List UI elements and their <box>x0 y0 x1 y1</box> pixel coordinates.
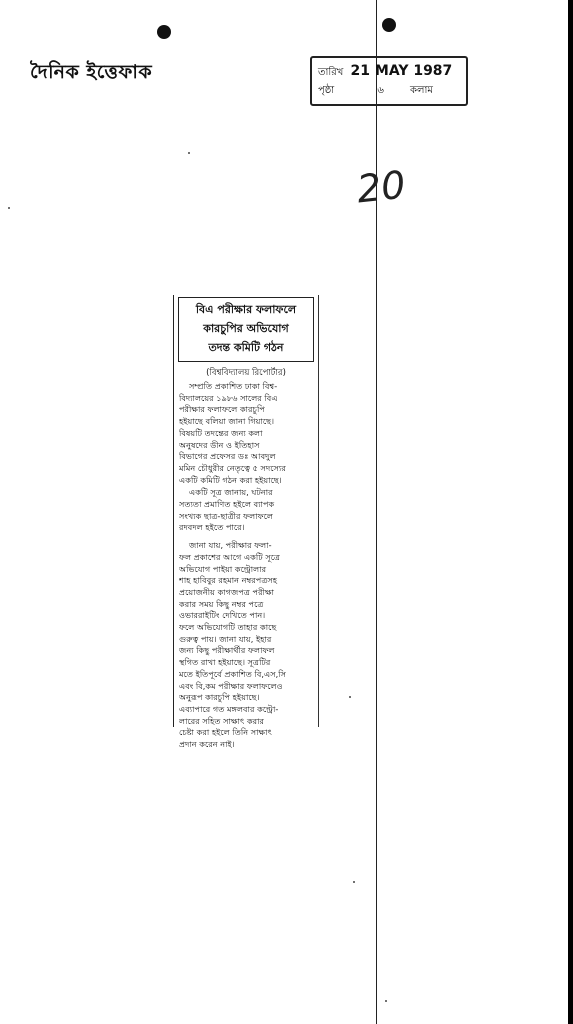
article-line: অনুষদের ডীন ও ইতিহাস <box>179 439 260 450</box>
article-line: জানা যায়, পরীক্ষার ফলা- <box>189 540 272 551</box>
article-line: এবং বি,কম পরীক্ষার ফলাফলেও <box>179 680 283 691</box>
article-line: ফলে অভিযোগটি তাহার কাছে <box>179 622 277 633</box>
stamp-page-label: পৃষ্ঠা <box>318 85 335 96</box>
scan-speck <box>353 881 355 883</box>
article-line: লারের সহিত সাক্ষাৎ করার <box>179 715 265 726</box>
article-line: প্রয়োজনীয় কাগজপত্র পরীক্ষা <box>179 586 274 597</box>
stamp-date-label: তারিখ <box>318 67 344 78</box>
article-line: অভিযোগ পাইয়া কন্ট্রোলার <box>179 563 267 574</box>
date-stamp <box>310 56 468 106</box>
article-line: হইয়াছে বলিয়া জানা গিয়াছে। <box>179 416 275 427</box>
article-line: স্থগিত রাখা হইয়াছে। সূত্রটির <box>179 657 271 668</box>
fold-line <box>376 0 377 1024</box>
article-line: করার সময় কিছু নম্বর পত্রে <box>179 598 264 609</box>
article-line: পরীক্ষার ফলাফলে কারচুপি <box>179 404 265 415</box>
article-line: ওভাররাইটিং দেখিতে পান। <box>179 610 266 621</box>
article-line: সম্প্রতি প্রকাশিত ঢাকা বিশ্ব- <box>189 381 278 391</box>
article-paragraph <box>174 487 318 534</box>
headline-line: তদন্ত কমিটি গঠন <box>208 341 284 354</box>
scan-speck <box>188 152 190 154</box>
article-line: বিদ্যালয়ের ১৯৮৬ সালের বিএ <box>179 392 278 403</box>
article-line: সংখ্যক ছাত্র-ছাত্রীর ফলাফলে <box>179 510 273 521</box>
article-line: বিষয়টি তদন্তের জন্য কলা <box>179 427 263 438</box>
article-line: জন্য কিছু পরীক্ষার্থীর ফলাফল <box>179 645 275 656</box>
reporter-byline: (বিশ্ববিদ্যালয় রিপোর্টার) <box>206 368 286 378</box>
stamp-date-value: 21 MAY 1987 <box>350 63 453 79</box>
article-line: মমিন চৌধুরীর নেতৃত্বে ৫ সদস্যের <box>179 462 286 473</box>
newspaper-masthead: দৈনিক ইত্তেফাক <box>30 61 153 83</box>
article-line: একটি সূত্র জানায়, ঘটনার <box>189 487 273 498</box>
article-line: অনুরূপ কারচুপি হইয়াছে। <box>179 692 260 703</box>
article-line: একটি কমিটি গঠন করা হইয়াছে। <box>179 474 282 485</box>
article-line: মতে ইতিপূর্বে প্রকাশিত বি,এস,সি <box>179 668 286 679</box>
handwritten-number: 20 <box>354 162 408 212</box>
article-line: প্রদান করেন নাই। <box>179 739 235 750</box>
article-line: চেষ্টা করা হইলে তিনি সাক্ষাৎ <box>179 727 272 738</box>
punch-hole-right <box>382 18 396 32</box>
article-line: রদবদল হইতে পারে। <box>179 522 245 533</box>
scan-speck <box>349 696 351 698</box>
article-line: সত্যতা প্রমাণিত হইলে ব্যাপক <box>179 499 275 510</box>
article-line: ফল প্রকাশের আগে একটি সূত্রে <box>179 551 281 562</box>
scan-speck <box>8 207 10 209</box>
article-paragraph <box>174 540 318 751</box>
headline-box <box>178 297 314 362</box>
stamp-date-row <box>318 63 452 82</box>
scan-speck <box>385 1000 387 1002</box>
stamp-page-row <box>318 83 384 100</box>
newspaper-clipping <box>173 295 319 750</box>
article-line: বিভাগের প্রফেসর ডঃ আবদুল <box>179 451 276 462</box>
article-line: শাহ হাবিবুর রহমান নম্বরপত্রসহ <box>179 575 278 586</box>
headline-line: কারচুপির অভিযোগ <box>203 322 289 335</box>
article-paragraph <box>174 381 318 486</box>
article-line: গুরুত্ব পায়। জানা যায়, ইহার <box>179 633 272 644</box>
stamp-page-value: ৬ <box>377 85 384 96</box>
punch-hole-left <box>157 25 171 39</box>
headline-line: বিএ পরীক্ষার ফলাফলে <box>195 303 297 316</box>
article-line: এব্যাপারে গত মঙ্গলবার কন্ট্রো- <box>179 703 279 714</box>
stamp-column-label: কলাম <box>410 85 433 96</box>
